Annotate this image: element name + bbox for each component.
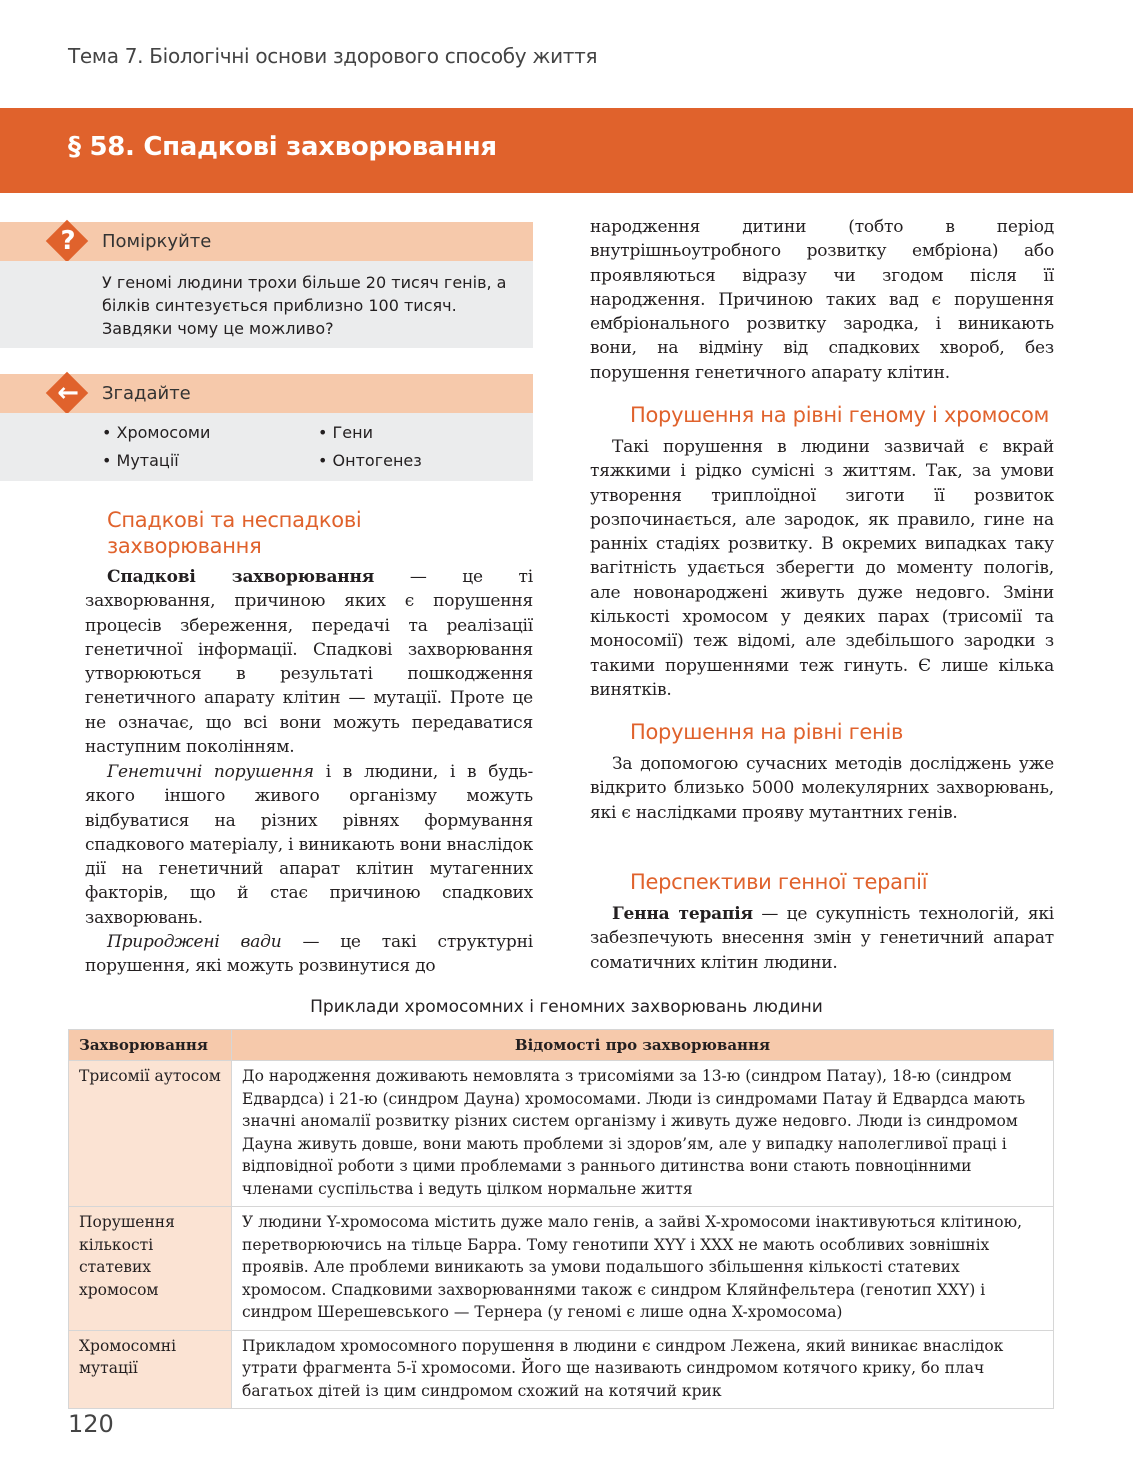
column-header: Захворювання: [69, 1030, 232, 1061]
term: Генна терапія: [612, 904, 753, 924]
paragraph-continued: народження дитини (тобто в період внутрішньоутробного розвитку ембріона) або проявляються відразу чи згодом після її народження. Причиною таких вад є порушення ембріонального розвитку зародка, і виникають вони, на відміну від спадкових хвороб, без порушення генетичного апарату клітин.: [590, 217, 1054, 383]
recall-box-header: [0, 374, 533, 413]
disease-name-cell: Порушення кількості статевих хромосом: [69, 1207, 232, 1331]
disease-info-cell: До народження доживають немовлята з трисоміями за 13-ю (синдром Патау), 18-ю (синдром Едвардса) і 21-ю (синдром Дауна) хромосомами. Люди із синдромами Патау й Едвардса мають значні аномалії розвитку різних систем організму і живуть дуже недовго. Люди із синдромом Дауна живуть довше, вони мають проблеми зі здоров’ям, але у випадку наполегливої праці і відповідної роботи з цими проблемами з раннього дитинства вони стають повноцінними членами суспільства і ведуть цілком нормальне життя: [232, 1061, 1054, 1207]
term: Природжені вади: [107, 932, 282, 952]
table-header-row: [69, 1030, 1054, 1061]
question-icon: ?: [60, 226, 76, 256]
disease-name-cell: Трисомії аутосом: [69, 1061, 232, 1207]
paragraph-genetic: Генетичні порушення і в людини, і в будь-якого іншого живого організму можуть відбуватися на різних рівнях формування спадкового матеріалу, і виникають вони внаслідок дії на генетичний апарат клітин мутагенних факторів, що й стає причиною спадкових захворювань.: [85, 762, 533, 928]
page-number: 120: [68, 1410, 114, 1438]
title-band: [0, 108, 1133, 193]
diseases-table: [68, 1029, 1054, 1409]
recall-item: • Гени: [318, 423, 373, 442]
paragraph-genes: За допомогою сучасних методів досліджень уже відкрито близько 5000 молекулярних захворювань, які є наслідками прояву мутантних генів.: [590, 754, 1054, 823]
table-row: [69, 1061, 1054, 1207]
section-heading: Перспективи генної терапії: [630, 870, 928, 894]
think-box-label: Поміркуйте: [102, 231, 212, 252]
think-box-body: [0, 261, 533, 348]
paragraph-genome: Такі порушення в людини зазвичай є вкрай тяжкими і рідко сумісні з життям. Так, за умови утворення триплоїдної зиготи її розвиток розпочинається, але зародок, як правило, гине на ранніх стадіях розвитку. В окремих випадках таку вагітність удається зберегти до моменту пологів, але новонароджені живуть дуже недовго. Зміни кількості хромосом у деяких парах (трисомії та моносомії) теж відомі, але здебільшого зародки з такими порушеннями теж гинуть. Є лише кілька винятків.: [590, 437, 1054, 700]
table-caption: Приклади хромосомних і геномних захворювань людини: [310, 997, 823, 1017]
paragraph-gene-therapy: Генна терапія — це сукупність технологій, які забезпечують внесення змін у генетичний апарат соматичних клітин людини.: [590, 904, 1054, 973]
term: Генетичні порушення: [107, 762, 314, 782]
table-row: [69, 1207, 1054, 1331]
column-header: Відомості про захворювання: [232, 1030, 1054, 1061]
think-box-text: У геномі людини трохи більше 20 тисяч генів, а білків синтезується приблизно 100 тисяч. Завдяки чому це можливо?: [102, 273, 507, 338]
paragraph-hereditary: Спадкові захворювання — це ті захворювання, причиною яких є порушення процесів збереження, передачі та реалізації генетичної інформації. Спадкові захворювання утворюються в результаті пошкодження генетичного апарату клітин — мутації. Проте це не означає, що всі вони можуть передаватися наступним поколінням.: [85, 567, 533, 758]
recall-box-body: [0, 413, 533, 481]
think-box-header: [0, 222, 533, 261]
section-heading: Порушення на рівні геному і хромосом: [630, 403, 1050, 427]
term: Спадкові захворювання: [107, 567, 375, 587]
table-row: [69, 1330, 1054, 1409]
disease-info-cell: У людини Y-хромосома містить дуже мало генів, а зайві X-хромосоми інактивуються клітиною, перетворюючись на тільце Барра. Тому генотипи XYY і XXX не мають особливих зовнішніх проявів. Але проблеми виникають за умови подальшого збільшення кількості статевих хромосом. Спадковими захворюваннями також є синдром Кляйнфельтера (генотип XXY) і синдром Шерешевського — Тернера (у геномі є лише одна X-хромосома): [232, 1207, 1054, 1331]
section-heading: Порушення на рівні генів: [630, 720, 904, 744]
arrow-left-icon: ←: [57, 378, 79, 408]
recall-item: • Онтогенез: [318, 451, 422, 470]
page-title: § 58. Спадкові захворювання: [68, 132, 497, 162]
recall-item: • Мутації: [102, 451, 179, 470]
recall-item: • Хромосоми: [102, 423, 211, 442]
section-heading: Спадкові та неспадкові захворювання: [107, 508, 362, 558]
disease-name-cell: Хромосомні мутації: [69, 1330, 232, 1409]
paragraph-congenital: Природжені вади — це такі структурні порушення, які можуть розвинутися до: [85, 932, 533, 977]
disease-info-cell: Прикладом хромосомного порушення в людини є синдром Лежена, який виникає внаслідок утрати фрагмента 5-ї хромосоми. Його ще називають синдромом котячого крику, бо плач багатьох дітей із цим синдромом схожий на котячий крик: [232, 1330, 1054, 1409]
running-header: Тема 7. Біологічні основи здорового способу життя: [68, 44, 598, 68]
recall-box-label: Згадайте: [102, 383, 191, 404]
